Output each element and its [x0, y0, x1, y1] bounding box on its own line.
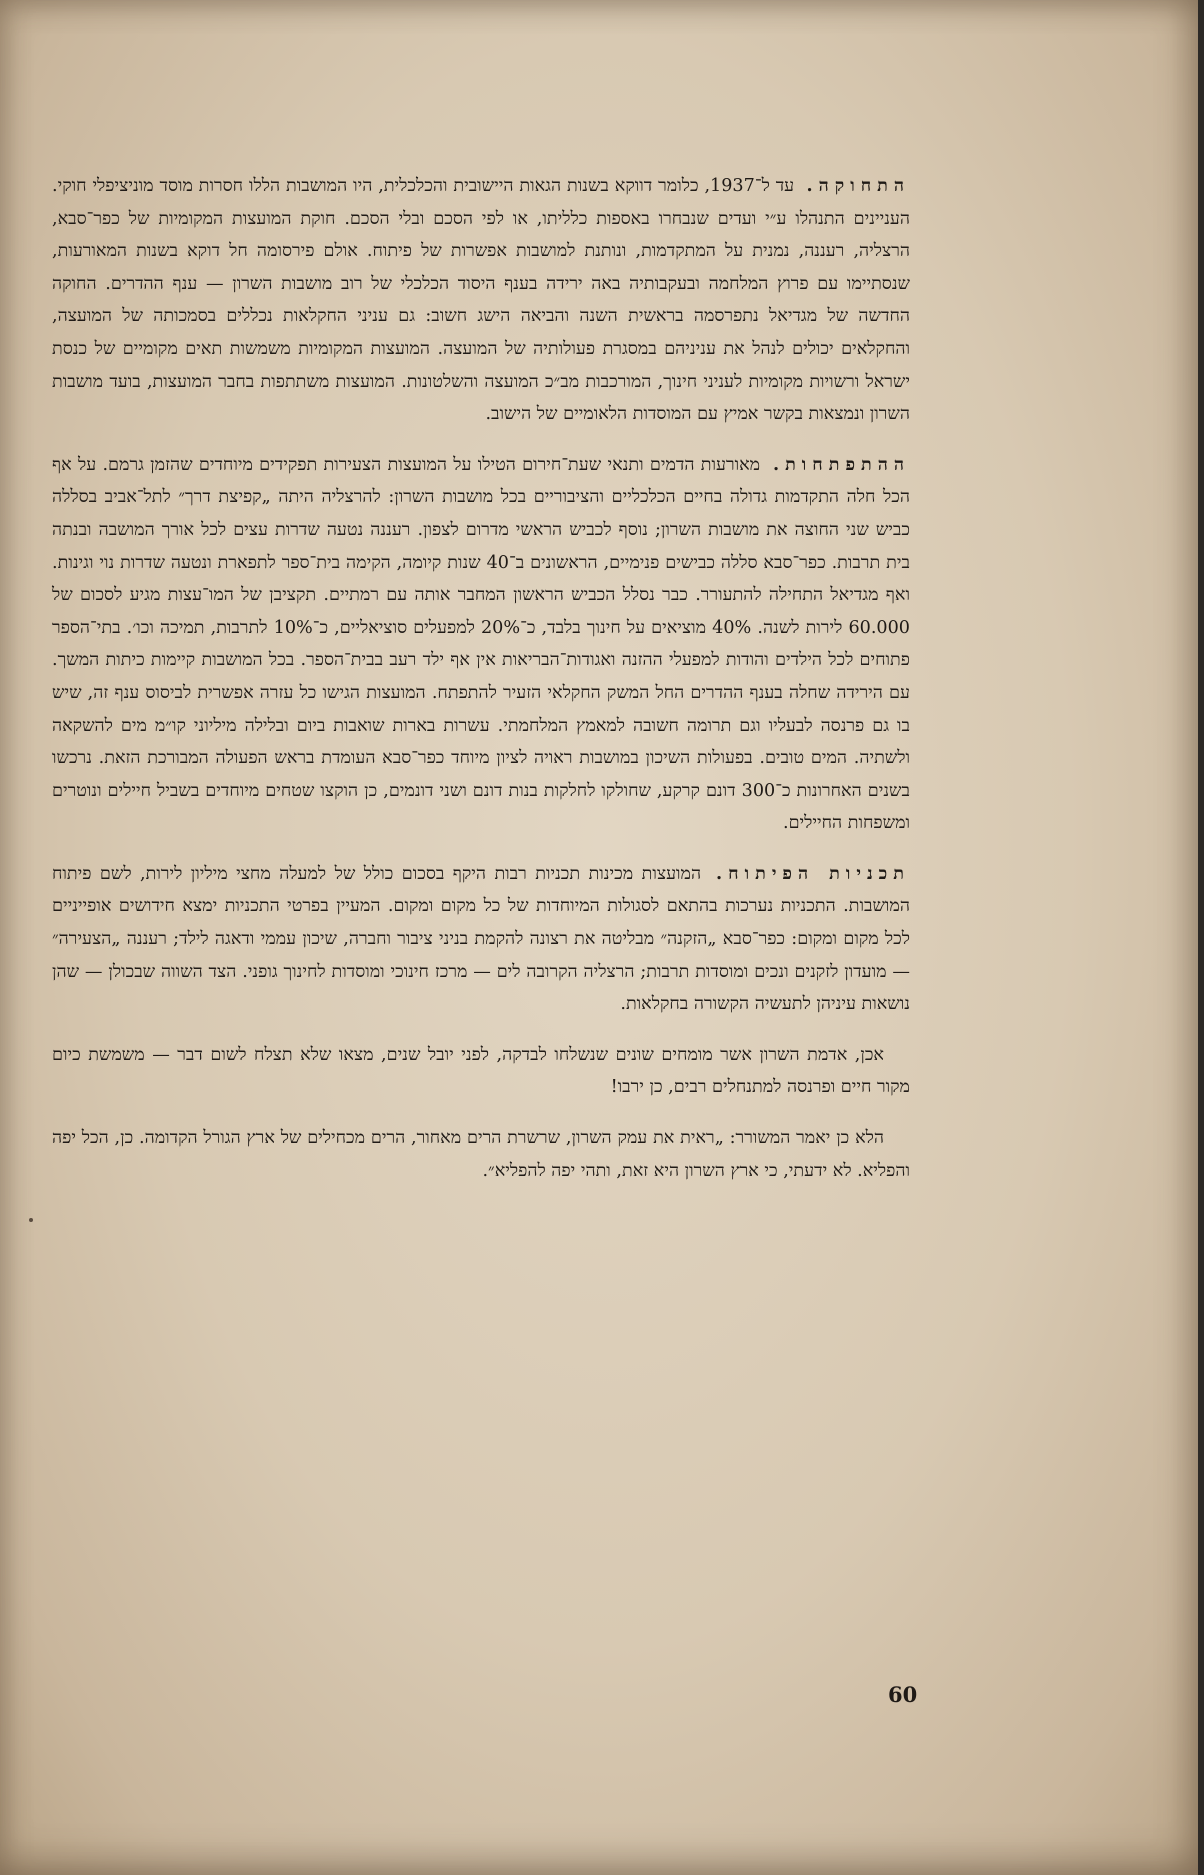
paragraph-constitution [52, 170, 910, 431]
paper-spot [29, 1218, 33, 1222]
section-lead-constitution: התחוקה. [794, 175, 910, 196]
paragraph-text: המועצות מכינות תכניות רבות היקף בסכום כולל של למעלה מחצי מיליון לירות, לשם פיתוח המושבות. התכניות נערכות בהתאם לסגולות המיוחדות של כל מקום ומקום. המעיין בפרטי התכניות ימצא חידושים אופייניים לכל מקום ומקום: כפר־סבא „הזקנה״ מבליטה את רצונה להקמת בניני ציבור וחברה, שיכון עממי ודאגה לילד; רעננה „הצעירה״ — מועדון לזקנים ונכים ומוסדות תרבות; הרצליה הקרובה לים — מרכז חינוכי ומוסדות לחינוך גופני. הצד השווה שבכולן — שהן נושאות עיניהן לתעשיה הקשורה בחקלאות. [52, 863, 910, 1015]
section-lead-development: ההתפתחות. [760, 453, 910, 475]
article-body [52, 170, 910, 1205]
page-number: 60 [888, 1682, 918, 1707]
paragraph-text: מאורעות הדמים ותנאי שעת־חירום הטילו על המועצות הצעירות תפקידים מיוחדים שהזמן גרמם. על אף הכל חלה התקדמות גדולה בחיים הכלכליים והציבוריים בכל מושבות השרון: להרצליה היתה „קפיצת דרך״ לתל־אביב בסללה כביש שני החוצה את מושבות השרון; נוסף לכביש הראשי מדרום לצפון. רעננה נטעה שדרות עצים לכל אורך המושבה ובנתה בית תרבות. כפר־סבא סללה כבישים פנימיים, הראשונים ב־40 שנות קיומה, הקימה בית־ספר לתפארת ונטעה שדרות נוי וגינות. ואף מגדיאל התחילה להתעורר. כבר נסלל הכביש הראשון המחבר אותה עם רמתיים. תקציבן של המו־עצות מגיע לסכום של 60.000 לירות לשנה. 40% מוציאים על חינוך בלבד, כ־20% למפעלים סוציאליים, כ־10% לתרבות, תמיכה וכו׳. בתי־הספר פתוחים לכל הילדים והודות למפעלי ההזנה ואגודות־הבריאות אין אף ילד רעב בבית־הספר. בכל המושבות קיימות כיתות המשך. עם הירידה שחלה בענף ההדרים החל המשק החקלאי הזעיר להתפתח. המועצות הגישו כל עזרה אפשרית לביסוס ענף זה, שיש בו גם פרנסה לבעליו וגם תרומה חשובה למאמץ המלחמתי. עשרות בארות שואבות ביום ובלילה מיליוני קו״מ מים להשקאה ולשתיה. המים טובים. בפעולות השיכון במושבות ראויה לציון מיוחד כפר־סבא העומדת בראש הפעולה המבורכת הזאת. נרכשו בשנים האחרונות כ־300 דונם קרקע, שחולקו לחלקות בנות דונם ושני דונמים, כן הוקצו שטחים מיוחדים בשביל חיילים ונוטרים ומשפחות החיילים. [52, 454, 910, 834]
scan-edge [1198, 0, 1204, 1875]
section-lead-plans: תכניות הפיתוח. [701, 862, 910, 884]
paragraph-text: הלא כן יאמר המשורר: „ראית את עמק השרון, שרשרת הרים מאחור, הרים מכחילים של ארץ הגורל הקדומה. כן, הכל יפה והפליא. לא ידעתי, כי ארץ השרון היא זאת, ותהי יפה להפליא״. [52, 1128, 910, 1181]
paragraph-soil [52, 1039, 910, 1104]
paragraph-development [52, 449, 910, 840]
paragraph-poem [52, 1122, 910, 1187]
paragraph-text: עד ל־1937, כלומר דווקא בשנות הגאות היישובית והכלכלית, היו המושבות הללו חסרות מוסד מוניציפלי חוקי. העניינים התנהלו ע״י ועדים שנבחרו באספות כלליתו, או לפי הסכם ובלי הסכם. חוקת המועצות המקומיות של כפר־סבא, הרצליה, רעננה, נמנית על המתקדמות, ונותנת למושבות אפשרות של פיתוח. אולם פירסומה חל דוקא בשנות המאורעות, שנסתיימו עם פרוץ המלחמה ובעקבותיה באה ירידה בענף היסוד הכלכלי של רוב מושבות השרון — ענף ההדרים. החוקה החדשה של מגדיאל נתפרסמה בראשית השנה והביאה הישג חשוב: גם עניני החקלאות נכללים בסמכותה של המועצה, והחקלאים יכולים לנהל את עניניהם במסגרת פעולותיה של המועצה. המועצות המקומיות משמשות תאים מקומיים של כנסת ישראל ורשויות מקומיות לעניני חינוך, המורכבות מב״כ המועצה והשלטונות. המועצות משתתפות בחבר המועצות, בועד מושבות השרון ונמצאות בקשר אמיץ עם המוסדות הלאומיים של הישוב. [52, 176, 910, 425]
paragraph-text: אכן, אדמת השרון אשר מומחים שונים שנשלחו לבדקה, לפני יובל שנים, מצאו שלא תצלח לשום דבר — משמשת כיום מקור חיים ופרנסה למתנחלים רבים, כן ירבו! [52, 1044, 910, 1098]
paragraph-plans [52, 858, 910, 1021]
